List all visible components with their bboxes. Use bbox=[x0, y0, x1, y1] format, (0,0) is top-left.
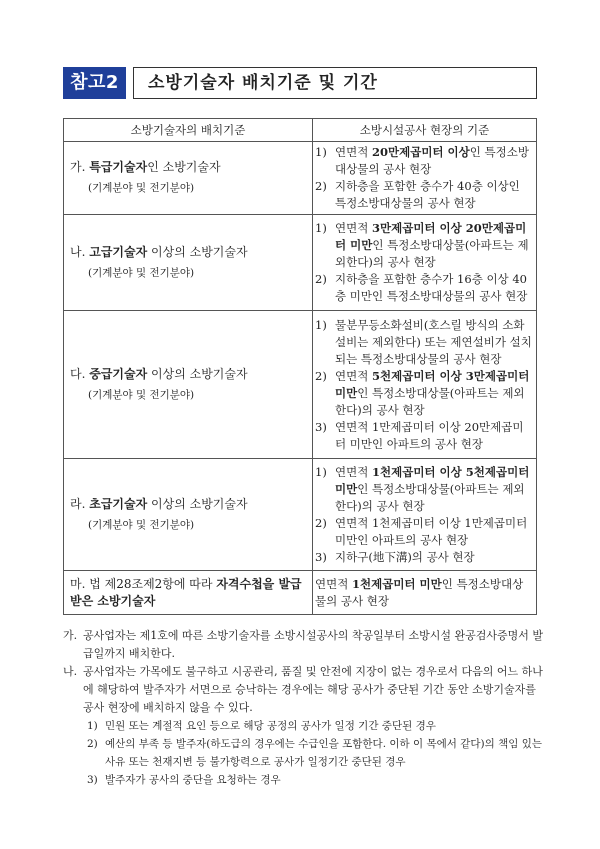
list-item: 2) 지하층을 포함한 층수가 16층 이상 40층 미만인 특정소방대상물의 공사 현장 bbox=[315, 272, 528, 303]
table-row bbox=[64, 215, 537, 311]
sub-note-item: 3) 발주자가 공사의 중단을 요청하는 경우 bbox=[87, 774, 281, 786]
list-item: 1) 연면적 3만제곱미터 이상 20만제곱미터 미만인 특정소방대상물(아파트는 제외한다)의 공사 현장 bbox=[315, 221, 529, 269]
notes bbox=[63, 627, 543, 789]
site-criteria-cell bbox=[313, 311, 537, 459]
table-row bbox=[64, 142, 537, 215]
list-item: 1) 연면적 1천제곱미터 이상 5천제곱미터 미만인 특정소방대상물(아파트는 제외한다)의 공사 현장 bbox=[315, 464, 530, 513]
column-header: 소방시설공사 현장의 기준 bbox=[313, 119, 537, 142]
site-criteria-cell bbox=[313, 459, 537, 571]
header bbox=[63, 67, 537, 99]
field-note: (기계분야 및 전기분야) bbox=[88, 266, 195, 279]
table-header-row bbox=[64, 119, 537, 142]
site-criteria-cell bbox=[313, 215, 537, 311]
standards-table bbox=[63, 118, 537, 615]
note-item: 가. 공사업자는 제1호에 따른 소방기술자를 소방시설공사의 착공일부터 소방시설 완공검사증명서 발급일까지 배치한다. bbox=[63, 629, 544, 660]
table-row bbox=[64, 459, 537, 571]
criterion-cell: 가. 특급기술자인 소방기술자 (기계분야 및 전기분야) bbox=[64, 142, 313, 215]
table-row bbox=[64, 571, 537, 615]
list-item: 1) 연면적 20만제곱미터 이상인 특정소방대상물의 공사 현장 bbox=[315, 145, 529, 176]
reference-tag: 참고2 bbox=[63, 67, 126, 99]
criterion-cell: 마. 법 제28조제2항에 따라 자격수첩을 발급받은 소방기술자 bbox=[64, 571, 313, 615]
list-item: 3) 지하구(地下溝)의 공사 현장 bbox=[315, 549, 475, 564]
page-title: 소방기술자 배치기준 및 기간 bbox=[133, 67, 537, 99]
field-note: (기계분야 및 전기분야) bbox=[88, 182, 195, 194]
site-criteria-cell bbox=[313, 142, 537, 215]
list-item: 3) 연면적 1만제곱미터 이상 20만제곱미터 미만인 아파트의 공사 현장 bbox=[315, 419, 524, 451]
list-item: 2) 연면적 5천제곱미터 이상 3만제곱미터 미만인 특정소방대상물(아파트는 제외한다)의 공사 현장 bbox=[315, 368, 530, 417]
list-item: 2) 지하층을 포함한 층수가 40층 이상인 특정소방대상물의 공사 현장 bbox=[315, 179, 520, 210]
criterion-cell: 다. 중급기술자 이상의 소방기술자 (기계분야 및 전기분야) bbox=[64, 311, 313, 459]
criterion-cell: 라. 초급기술자 이상의 소방기술자 (기계분야 및 전기분야) bbox=[64, 459, 313, 571]
list-item: 2) 연면적 1천제곱미터 이상 1만제곱미터 미만인 아파트의 공사 현장 bbox=[315, 515, 528, 547]
sub-note-item: 2) 예산의 부족 등 발주자(하도급의 경우에는 수급인을 포함한다. 이하 이 목에서 같다)의 책임 있는 사유 또는 천재지변 등 불가항력으로 공사가 일정기간 중단된 경우 bbox=[87, 738, 543, 768]
sub-note-item: 1) 민원 또는 계절적 요인 등으로 해당 공정의 공사가 일정 기간 중단된 경우 bbox=[87, 720, 436, 732]
note-item: 나. 공사업자는 가목에도 불구하고 시공관리, 품질 및 안전에 지장이 없는 경우로서 다음의 어느 하나에 해당하여 발주자가 서면으로 승낙하는 경우에는 해당 공사가 중단된 기간 동안 소방기술자를 공사 현장에 배치하지 않을 수 있다. bbox=[63, 665, 543, 714]
site-criteria-cell: 연면적 1천제곱미터 미만인 특정소방대상물의 공사 현장 bbox=[313, 571, 537, 615]
field-note: (기계분야 및 전기분야) bbox=[88, 388, 195, 401]
table-row bbox=[64, 311, 537, 459]
list-item: 1) 물분무등소화설비(호스릴 방식의 소화설비는 제외한다) 또는 제연설비가 설치되는 특정소방대상물의 공사 현장 bbox=[315, 317, 532, 366]
column-header: 소방기술자의 배치기준 bbox=[64, 119, 313, 142]
criterion-cell: 나. 고급기술자 이상의 소방기술자 (기계분야 및 전기분야) bbox=[64, 215, 313, 311]
field-note: (기계분야 및 전기분야) bbox=[88, 518, 195, 531]
